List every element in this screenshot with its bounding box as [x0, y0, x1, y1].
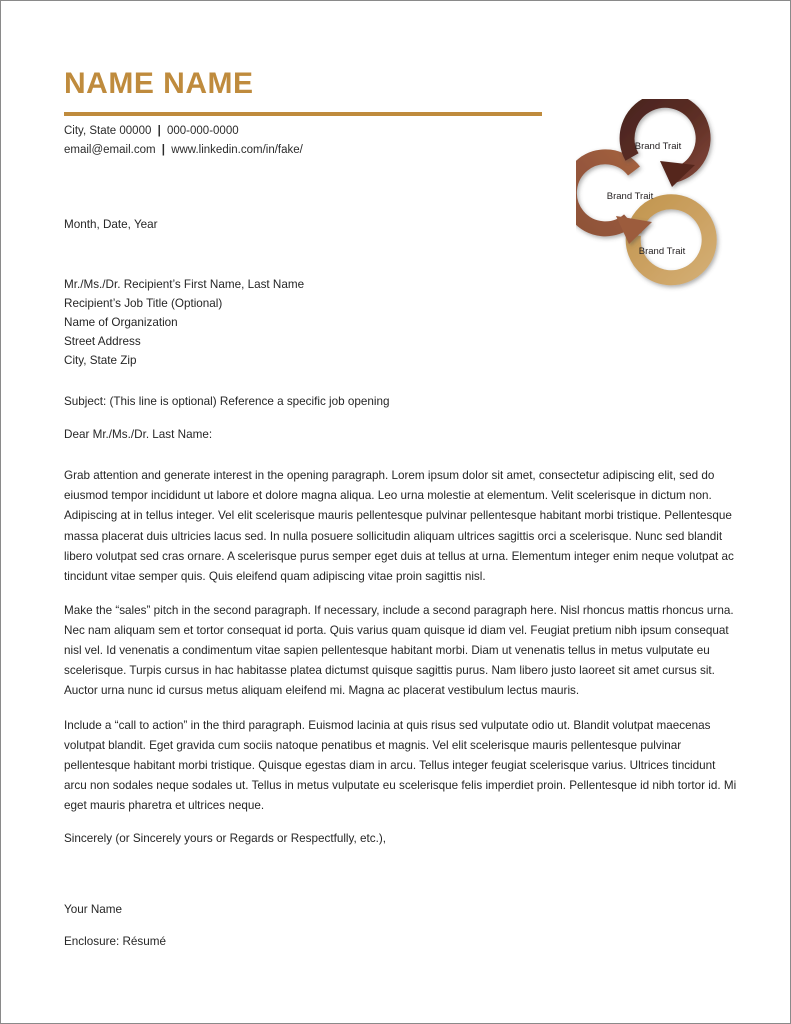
recipient-street-address: Street Address	[64, 335, 141, 349]
contact-line-email-linkedin	[64, 141, 542, 160]
contact-separator-2: |	[161, 143, 165, 156]
contact-email[interactable]: email@email.com	[64, 143, 156, 156]
subject-line: Subject: (This line is optional) Reference a specific job opening	[64, 395, 390, 409]
brand-trait-label-1: Brand Trait	[634, 141, 682, 152]
signature-space	[64, 849, 740, 901]
brand-trait-label-3: Brand Trait	[638, 246, 686, 257]
contact-location: City, State 00000	[64, 125, 152, 137]
salutation: Dear Mr./Ms./Dr. Last Name:	[64, 427, 213, 441]
enclosure-line: Enclosure: Résumé	[64, 935, 166, 949]
recipient-job-title: Recipient’s Job Title (Optional)	[64, 297, 223, 311]
brand-trait-label-2: Brand Trait	[606, 191, 654, 202]
contact-info	[64, 122, 542, 159]
spacer-before-enclosure	[64, 919, 740, 933]
contact-linkedin[interactable]: www.linkedin.com/in/fake/	[171, 143, 303, 156]
signature-name: Your Name	[64, 902, 123, 916]
spacer-before-closing	[64, 816, 740, 830]
recipient-address-block	[64, 276, 740, 371]
letter-date: Month, Date, Year	[64, 218, 158, 231]
body-paragraph-3: Include a “call to action” in the third paragraph. Euismod lacinia at quis risus sed vulputate odio ut. Blandit volutpat maecenas volutpat blandit. Eget gravida cum sociis natoque penatibus et magnis. Vel elit scelerisque mauris pellentesque pulvinar pellentesque habitant morbi tristique. Quisque egestas diam in arcu. Tellus integer feugiat scelerisque varius. Ultrices tincidunt arcu non sodales neque sodales ut. Tellus in metus vulputate eu scelerisque felis imperdiet proin. Pellentesque id nibh tortor id. Mi eget mauris pharetra et ultrices neque.	[64, 718, 737, 813]
recipient-name: Mr./Ms./Dr. Recipient’s First Name, Last Name	[64, 278, 305, 292]
contact-line-location-phone	[64, 122, 542, 141]
spacer-after-date	[64, 240, 740, 276]
recipient-city-state-zip: City, State Zip	[64, 354, 137, 368]
spacer-between-para-2-3	[64, 702, 740, 716]
contact-phone: 000-000-0000	[167, 125, 239, 137]
recipient-organization: Name of Organization	[64, 316, 178, 330]
spacer-after-recipient	[64, 371, 740, 393]
page-title: NAME NAME	[64, 67, 254, 100]
contact-separator-1: |	[157, 125, 161, 137]
body-paragraph-1: Grab attention and generate interest in the opening paragraph. Lorem ipsum dolor sit amet, consectetur adipiscing elit, sed do eiusmod tempor incididunt ut labore et dolore magna aliqua. Leo urna molestie at elementum. Velit scelerisque in dictum non. Adipiscing at in tellus integer. Vel elit scelerisque mauris pellentesque pulvinar pellentesque habitant morbi tristique. Pellentesque massa placerat duis ultricies lacus sed. In nulla posuere sollicitudin aliquam ultrices sagittis orci a scelerisque. Nunc sed blandit libero volutpat sed cras ornare. A scelerisque purus semper eget duis at tellus at urna. Elementum integer enim neque volutpat ac tincidunt vitae semper quis. Quis eleifend quam adipiscing vitae proin sagittis nisl.	[64, 469, 734, 583]
spacer-after-salutation	[64, 444, 740, 466]
spacer-after-subject	[64, 412, 740, 426]
spacer-between-para-1-2	[64, 587, 740, 601]
closing-line: Sincerely (or Sincerely yours or Regards or Respectfully, etc.),	[64, 832, 386, 846]
letter-body	[64, 216, 740, 952]
accent-divider	[64, 112, 542, 116]
body-paragraph-2: Make the “sales” pitch in the second paragraph. If necessary, include a second paragraph here. Nisl rhoncus mattis rhoncus urna. Nec nam aliquam sem et tortor consequat id porta. Quis varius quam quisque id diam vel. Feugiat pretium nibh ipsum consequat nisl vel. Id venenatis a condimentum vitae sapien pellentesque habitant morbi. Diam ut venenatis tellus in metus vulputate eu scelerisque. Turpis cursus in hac habitasse platea dictumst quisque sagittis purus. Nam libero justo laoreet sit amet cursus sit. Auctor urna nunc id cursus metus aliquam eleifend mi. Magna ac placerat vestibulum lectus mauris.	[64, 603, 734, 698]
letter-header	[64, 67, 542, 159]
